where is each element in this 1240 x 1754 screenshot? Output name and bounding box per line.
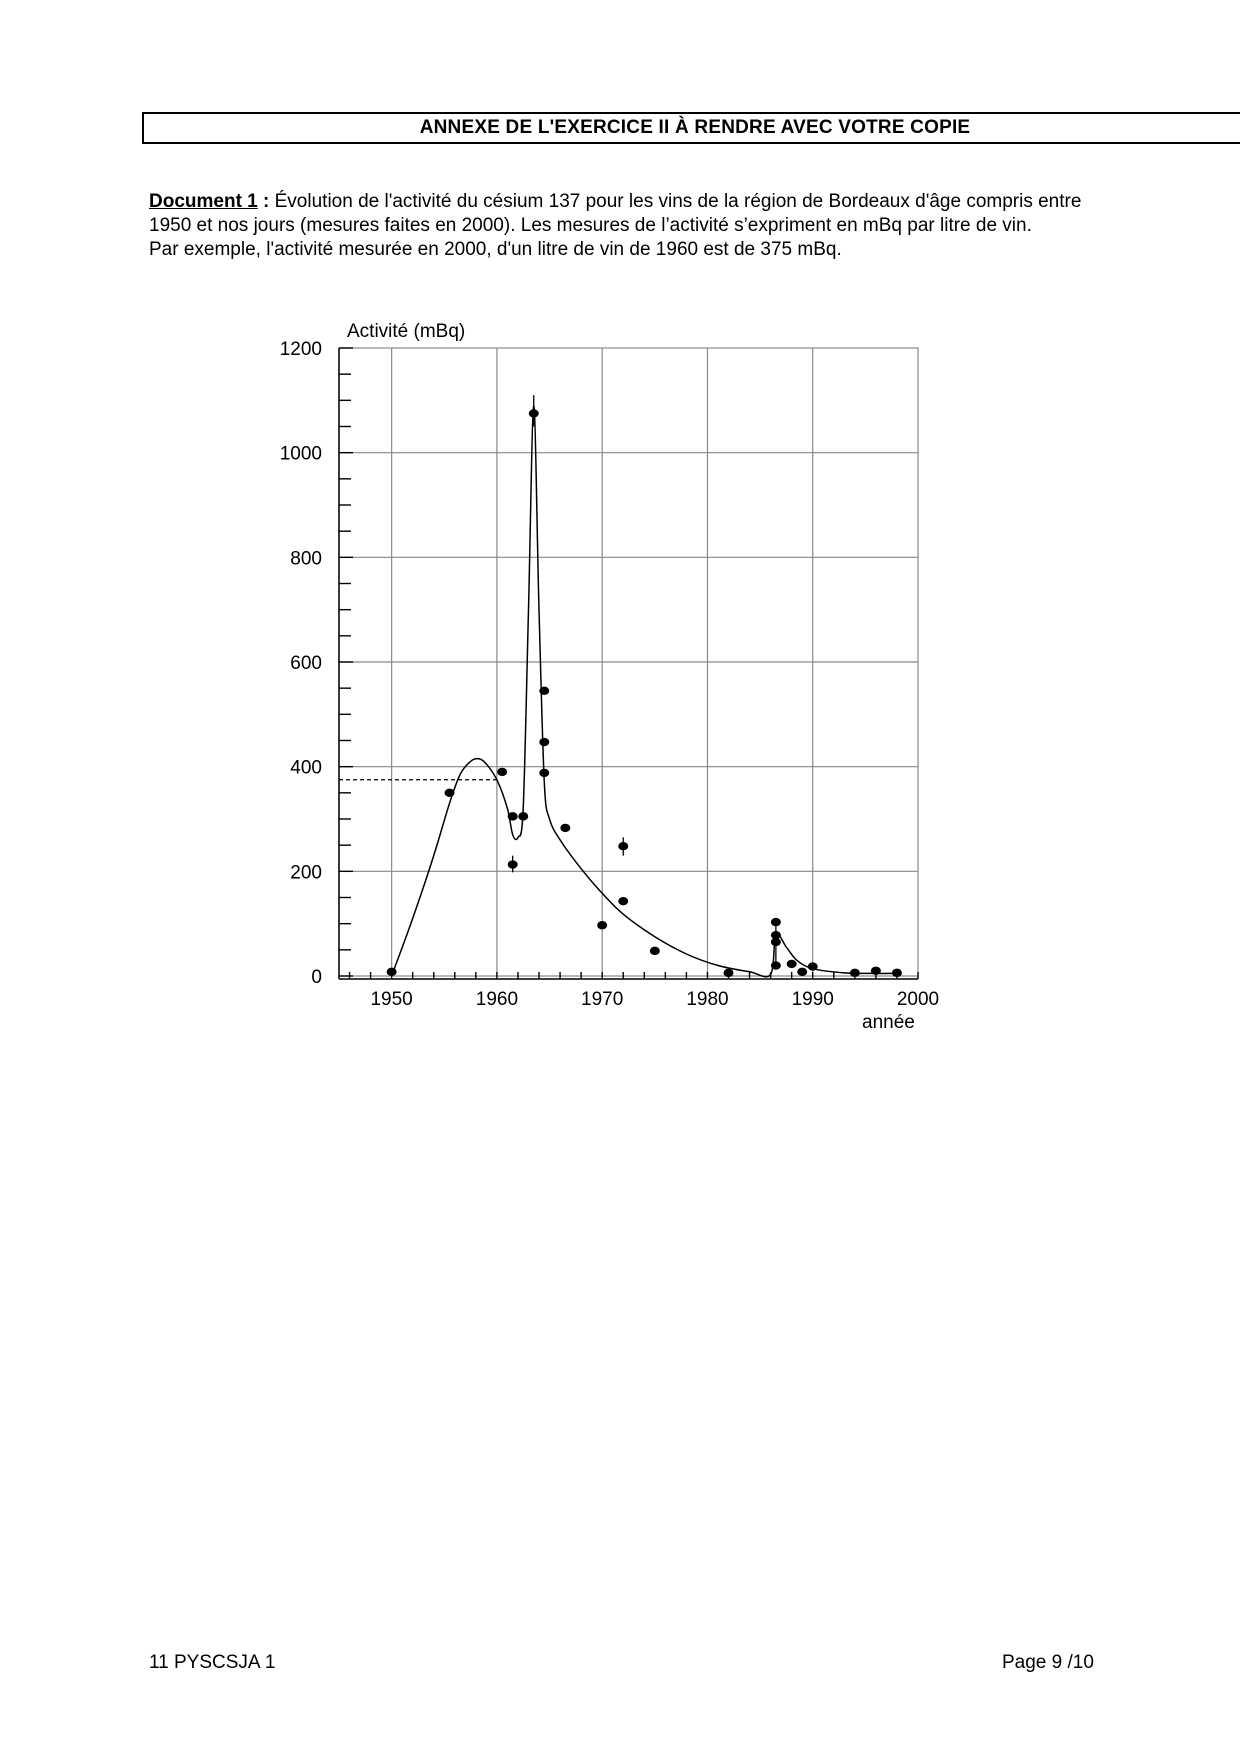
x-axis-label: année — [862, 1012, 915, 1033]
data-point — [508, 812, 518, 820]
y-tick-label: 0 — [311, 967, 322, 988]
data-point — [387, 968, 397, 976]
data-point — [518, 812, 528, 820]
data-point — [771, 938, 781, 946]
data-point — [797, 968, 807, 976]
x-tick-label: 1980 — [686, 989, 729, 1010]
x-tick-label: 1950 — [370, 989, 413, 1010]
data-point — [560, 824, 570, 832]
data-point — [871, 967, 881, 975]
y-tick-label: 1200 — [279, 339, 322, 360]
data-point — [650, 947, 660, 955]
data-point — [508, 860, 518, 868]
data-point — [771, 961, 781, 969]
x-tick-label: 1990 — [791, 989, 834, 1010]
data-point — [618, 842, 628, 850]
document-colon: : — [257, 191, 270, 212]
fit-curve-group — [392, 406, 897, 977]
data-point — [618, 897, 628, 905]
data-points — [387, 409, 902, 977]
footer-code: 11 PYSCSJA 1 — [149, 1652, 276, 1673]
x-tick-label: 2000 — [896, 989, 940, 1010]
y-tick-label: 200 — [290, 862, 322, 884]
x-tick-label: 1960 — [475, 989, 519, 1010]
annex-title: ANNEXE DE L'EXERCICE II À RENDRE AVEC VOTRE COPIE — [419, 117, 971, 138]
page-number: Page 9 /10 — [1002, 1652, 1094, 1673]
data-point — [539, 738, 549, 746]
data-point — [497, 768, 507, 776]
y-tick-label: 1000 — [279, 443, 322, 465]
intro-example: Par exemple, l'activité mesurée en 2000, d'un litre de vin de 1960 est de 375 mBq. — [149, 239, 842, 260]
y-tick-label: 600 — [290, 653, 322, 674]
data-point — [445, 789, 455, 797]
error-bars — [513, 395, 776, 965]
y-tick-label: 400 — [290, 757, 322, 779]
axes — [339, 348, 918, 979]
y-axis-label: Activité (mBq) — [347, 321, 466, 342]
fit-curve — [392, 406, 897, 977]
y-tick-label: 800 — [290, 548, 322, 570]
data-point — [529, 409, 539, 417]
x-tick-label: 1970 — [581, 989, 624, 1010]
data-point — [892, 969, 902, 977]
intro-description: Évolution de l'activité du césium 137 pour les vins de la région de Bordeaux d'âge compris entre 1950 et nos jours (mesures faites en 2000). Les mesures de l’activité s’expriment en mBq par litre de vin. — [149, 191, 1082, 236]
data-point — [539, 687, 549, 695]
data-point — [539, 769, 549, 777]
document-label: Document 1 — [149, 191, 258, 212]
data-point — [771, 918, 781, 926]
data-point — [850, 969, 860, 977]
data-point — [597, 921, 607, 929]
data-point — [808, 962, 818, 970]
data-point — [787, 960, 797, 968]
data-point — [724, 969, 734, 977]
tick-labels — [280, 339, 939, 1010]
